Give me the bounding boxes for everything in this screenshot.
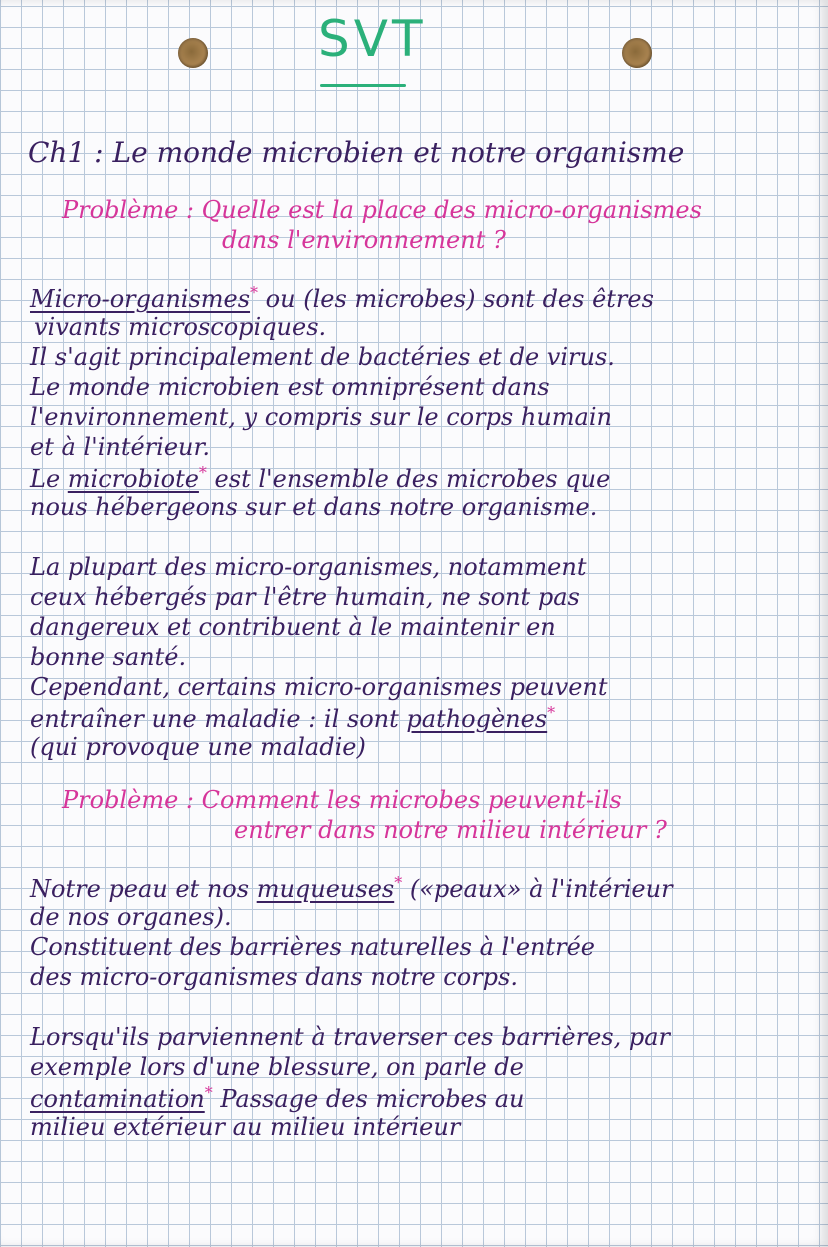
problem2-line1: Problème : Comment les microbes peuvent-ils — [62, 786, 622, 814]
para1-line1: Micro-organismes* ou (les microbes) sont des êtres — [30, 283, 654, 313]
para1-line6: et à l'intérieur. — [30, 433, 210, 461]
para3-line1: Notre peau et nos muqueuses* («peaux» à l'intérieur — [30, 873, 673, 903]
definition-star: * — [394, 873, 403, 892]
para2-line7: (qui provoque une maladie) — [30, 733, 366, 761]
page-title: SVT — [318, 10, 427, 68]
para2-line5: Cependant, certains micro-organismes peuvent — [30, 673, 608, 701]
definition-star: * — [204, 1083, 213, 1102]
para1-line5: l'environnement, y compris sur le corps humain — [30, 403, 612, 431]
para1-line8: nous hébergeons sur et dans notre organisme. — [30, 493, 598, 521]
para1-line4: Le monde microbien est omniprésent dans — [30, 373, 550, 401]
term-micro-organismes: Micro-organismes — [30, 285, 251, 313]
para2-line6: entraîner une maladie : il sont pathogènes* — [30, 703, 556, 733]
term-pathogenes: pathogènes — [406, 705, 548, 733]
para4-line3: contamination* Passage des microbes au — [30, 1083, 525, 1113]
term-microbiote: microbiote — [67, 465, 199, 493]
para4-line2: exemple lors d'une blessure, on parle de — [30, 1053, 524, 1081]
para1-line3: Il s'agit principalement de bactéries et de virus. — [30, 343, 615, 371]
punch-hole-right — [622, 38, 652, 68]
definition-star: * — [198, 463, 207, 482]
para2-line1: La plupart des micro-organismes, notamment — [30, 553, 587, 581]
para2-line4: bonne santé. — [30, 643, 187, 671]
para2-line3: dangereux et contribuent à le maintenir en — [30, 613, 556, 641]
para3-line2: de nos organes). — [30, 903, 232, 931]
problem1-line1: Problème : Quelle est la place des micro-organismes — [62, 196, 702, 224]
para3-line4: des micro-organismes dans notre corps. — [30, 963, 518, 991]
chapter-heading: Ch1 : Le monde microbien et notre organisme — [28, 136, 685, 169]
para1-line7: Le microbiote* est l'ensemble des microbes que — [30, 463, 611, 493]
para4-line4: milieu extérieur au milieu intérieur — [30, 1113, 461, 1141]
problem2-line2: entrer dans notre milieu intérieur ? — [234, 816, 667, 844]
punch-hole-left — [178, 38, 208, 68]
para2-line2: ceux hébergés par l'être humain, ne sont pas — [30, 583, 580, 611]
para4-line1: Lorsqu'ils parviennent à traverser ces barrières, par — [30, 1023, 671, 1051]
definition-star: * — [547, 703, 556, 722]
term-contamination: contamination — [30, 1085, 205, 1113]
para1-line2: vivants microscopiques. — [34, 313, 327, 341]
title-underline — [320, 84, 406, 87]
para3-line3: Constituent des barrières naturelles à l'entrée — [30, 933, 596, 961]
problem1-line2: dans l'environnement ? — [222, 226, 506, 254]
definition-star: * — [250, 283, 259, 302]
term-muqueuses: muqueuses — [256, 875, 395, 903]
